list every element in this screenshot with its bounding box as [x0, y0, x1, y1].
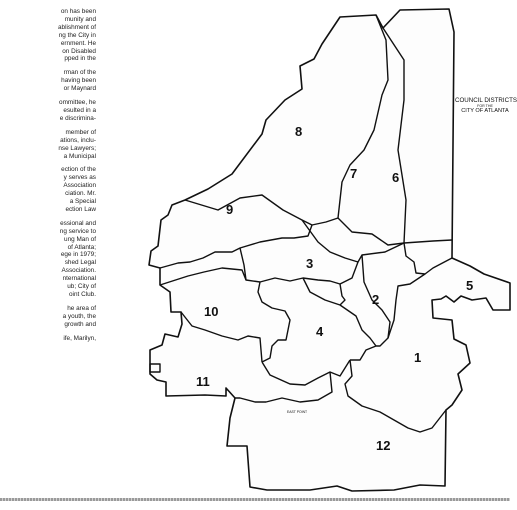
- map-title-line: COUNCIL DISTRICTS: [455, 97, 517, 104]
- text-paragraph: [0, 129, 96, 161]
- text-paragraph: [0, 166, 96, 213]
- text-line: nse Lawyers;: [58, 144, 96, 152]
- text-line: he area of: [67, 304, 96, 312]
- text-line: member of: [65, 128, 96, 136]
- text-paragraph: [0, 305, 96, 329]
- district-label-2: 2: [372, 292, 380, 307]
- text-line: ife, Marilyn,: [63, 334, 96, 342]
- district-label-12: 12: [376, 438, 391, 453]
- text-line: a Special: [69, 198, 96, 206]
- district-label-4: 4: [316, 324, 324, 339]
- text-line: of Atlanta;: [67, 243, 96, 251]
- district-label-1: 1: [414, 350, 422, 365]
- map-title: [455, 97, 515, 114]
- district-label-10: 10: [204, 304, 219, 319]
- text-line: ommittee, he: [59, 99, 96, 107]
- text-line: y serves as: [63, 174, 96, 182]
- text-line: ng the City in: [58, 31, 96, 39]
- text-line: rman of the: [63, 69, 96, 77]
- text-line: having been: [61, 77, 96, 85]
- district-label-7: 7: [350, 166, 358, 181]
- text-line: Association: [63, 182, 96, 190]
- text-line: ablishment of: [57, 23, 96, 31]
- text-line: ng service to: [59, 227, 96, 235]
- text-paragraph: [0, 69, 96, 93]
- text-line: or Maynard: [63, 85, 96, 93]
- text-line: oint Club.: [69, 291, 96, 298]
- text-line: munity and: [64, 15, 96, 23]
- district-label-11: 11: [196, 374, 210, 389]
- text-line: essional and: [60, 219, 96, 227]
- text-line: ub; City of: [67, 283, 96, 291]
- text-line: pped in the: [64, 55, 96, 63]
- text-line: Association.: [61, 267, 96, 275]
- text-line: on has been: [60, 8, 96, 15]
- text-line: on Disabled: [62, 47, 96, 55]
- text-paragraph: [0, 99, 96, 123]
- city-boundary: [149, 9, 510, 491]
- text-line: ciation. Mr.: [65, 190, 96, 198]
- text-line: ection of the: [61, 166, 96, 174]
- district-label-8: 8: [295, 124, 303, 139]
- map-subtitle: FOR THE: [477, 104, 493, 108]
- text-line: nternational: [62, 275, 96, 283]
- text-line: a Municipal: [63, 152, 96, 160]
- district-label-9: 9: [226, 202, 234, 217]
- text-paragraph: [0, 8, 96, 63]
- article-text-column: [0, 8, 96, 349]
- text-line: e discrimina-: [59, 114, 96, 122]
- text-line: ege in 1979;: [60, 251, 96, 259]
- text-line: ernment. He: [60, 39, 96, 47]
- text-line: shed Legal: [64, 259, 96, 267]
- district-label-6: 6: [392, 170, 400, 185]
- district-label-3: 3: [306, 256, 314, 271]
- text-line: growth and: [64, 320, 96, 328]
- east-point-label: EAST POINT: [287, 410, 308, 414]
- text-paragraph: [0, 335, 96, 343]
- text-line: ung Man of: [64, 235, 96, 243]
- text-line: esulted in a: [63, 106, 96, 114]
- text-line: ations, inclu-: [60, 136, 96, 144]
- district-label-5: 5: [466, 278, 474, 293]
- bottom-rule: [0, 498, 510, 501]
- text-paragraph: [0, 220, 96, 299]
- text-line: a youth, the: [62, 312, 96, 320]
- map-city: CITY OF ATLANTA: [461, 108, 509, 114]
- text-line: ection Law: [65, 205, 96, 213]
